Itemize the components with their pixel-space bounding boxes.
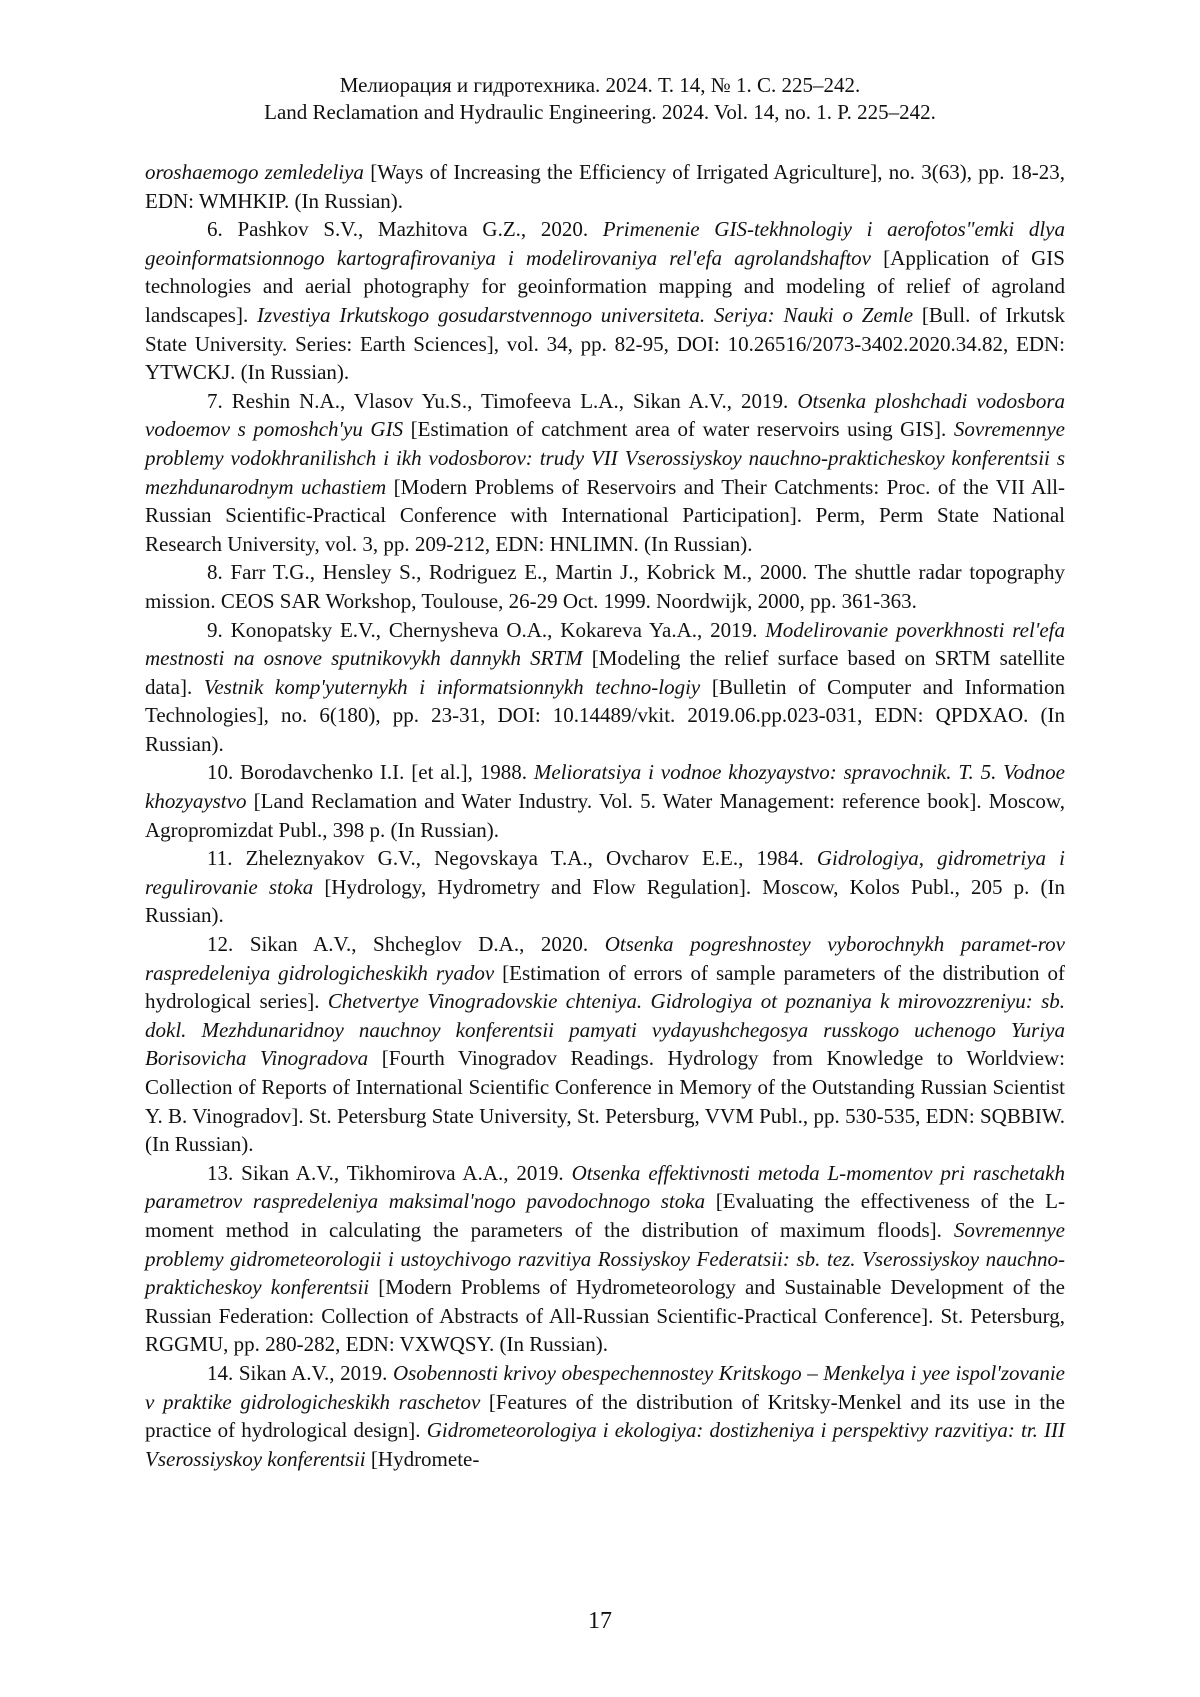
reference-entry — [145, 758, 1065, 844]
reference-title-italic: Otsenka ploshchadi vodosbora vodoemov s pomoshch'yu GIS — [145, 388, 1065, 442]
reference-title-italic: oroshaemogo zemledeliya — [145, 160, 364, 184]
reference-title-italic: Otsenka pogreshnostey vyborochnykh paramet-rov raspredeleniya gidrologicheskikh ryadov — [145, 932, 1065, 985]
reference-text: [Fourth Vinogradov Readings. Hydrology from Knowledge to Worldview: Collection of Reports of International Scientific Conference in Memory of the Outstanding Russian Scientist Y. B. Vinogradov]. St. Petersburg State University, St. Petersburg, VVM Publ., pp. 530-535, EDN: SQBBIW. (In Russian). — [145, 1046, 1065, 1157]
reference-title-italic: Sovremennye problemy gidrometeorologii i ustoychivogo razvitiya Rossiyskoy Federatsii: sb. tez. Vserossiyskoy nauchno-prakticheskoy konferentsii — [145, 1217, 1065, 1300]
reference-text: 10. Borodavchenko I.I. [et al.], 1988. — [207, 760, 534, 785]
reference-entry — [145, 1159, 1065, 1359]
reference-entry — [145, 558, 1065, 615]
header-line-russian: Мелиорация и гидротехника. 2024. Т. 14, № 1. С. 225–242. — [339, 73, 861, 97]
reference-title-italic: Modelirovanie poverkhnosti rel'efa mestnosti na osnove sputnikovykh dannykh SRTM — [145, 617, 1065, 671]
reference-text: [Estimation of catchment area of water reservoirs using GIS]. — [403, 417, 954, 442]
reference-title-italic: Melioratsiya i vodnoe khozyaystvo: spravochnik. T. 5. Vodnoe khozyaystvo — [145, 760, 1065, 814]
reference-entry — [145, 158, 1065, 215]
reference-title-italic: Otsenka effektivnosti metoda L-momentov pri raschetakh parametrov raspredeleniya maksimal'nogo pavodochnogo stoka — [145, 1160, 1066, 1214]
reference-text: [Modern Problems of Hydrometeorology and Sustainable Development of the Russian Federation: Collection of Abstracts of All-Russian Scientific-Practical Conference]. St. Petersburg, RGGMU, pp. 280-282, EDN: VXWQSY. (In Russian). — [145, 1275, 1065, 1357]
reference-title-italic: Izvestiya Irkutskogo gosudarstvennogo universiteta. Seriya: Nauki o Zemle — [257, 302, 914, 327]
reference-text: 14. Sikan A.V., 2019. — [207, 1360, 393, 1385]
reference-text: [Bull. of Irkutsk State University. Series: Earth Sciences], vol. 34, pp. 82-95, DOI: 10.26516/2073-3402.2020.34.82, EDN: YTWCKJ. (In Russian). — [145, 302, 1065, 385]
reference-text: [Hydrology, Hydrometry and Flow Regulation]. Moscow, Kolos Publ., 205 p. (In Russian). — [145, 874, 1065, 928]
reference-entry — [145, 930, 1065, 1159]
reference-text: 11. Zheleznyakov G.V., Negovskaya T.A., Ovcharov E.E., 1984. — [207, 846, 817, 871]
reference-entry — [145, 1359, 1065, 1473]
reference-text: 7. Reshin N.A., Vlasov Yu.S., Timofeeva L.A., Sikan A.V., 2019. — [207, 388, 798, 413]
reference-text: [Hydromete- — [365, 1446, 480, 1471]
reference-text: [Features of the distribution of Kritsky-Menkel and its use in the practice of hydrological design]. — [145, 1389, 1066, 1443]
reference-text: [Estimation of errors of sample parameters of the distribution of hydrological series]. — [145, 960, 1065, 1014]
reference-title-italic: Chetvertye Vinogradovskie chteniya. Gidrologiya ot poznaniya k mirovozzreniyu: sb. dokl. Mezhdunaridnoy nauchnoy konferentsii pamyati vydayushchegosya russkogo uchenogo Yuriya Borisovicha Vinogradova — [145, 989, 1065, 1071]
reference-text: 8. Farr T.G., Hensley S., Rodriguez E., Martin J., Kobrick M., 2000. The shuttle radar topography mission. CEOS SAR Workshop, Toulouse, 26-29 Oct. 1999. Noordwijk, 2000, pp. 361-363. — [145, 560, 1065, 613]
reference-title-italic: Vestnik komp'yuternykh i informatsionnykh techno-logiy — [203, 674, 701, 699]
reference-text: 6. Pashkov S.V., Mazhitova G.Z., 2020. — [207, 217, 603, 242]
reference-entry — [145, 215, 1065, 387]
reference-entry — [145, 844, 1065, 930]
reference-text: [Land Reclamation and Water Industry. Vol. 5. Water Management: reference book]. Moscow, Agropromizdat Publ., 398 p. (In Russian). — [145, 789, 1065, 842]
reference-title-italic: Gidrometeorologiya i ekologiya: dostizheniya i perspektivy razvitiya: tr. III Vserossiyskoy konferentsii — [145, 1418, 1065, 1471]
header-line-english: Land Reclamation and Hydraulic Engineering. 2024. Vol. 14, no. 1. P. 225–242. — [264, 100, 936, 124]
reference-text: 13. Sikan A.V., Tikhomirova A.A., 2019. — [207, 1160, 572, 1185]
page-number: 17 — [588, 1608, 612, 1634]
reference-list — [145, 158, 1065, 1473]
reference-entry — [145, 616, 1065, 759]
reference-title-italic: Osobennosti krivoy obespechennostey Kritskogo – Menkelya i yee ispol'zovanie v praktike gidrologicheskikh raschetov — [145, 1360, 1065, 1414]
reference-text: [Modeling the relief surface based on SRTM satellite data]. — [145, 646, 1065, 699]
reference-text: [Ways of Increasing the Efficiency of Irrigated Agriculture], no. 3(63), pp. 18-23, EDN: WMHKIP. (In Russian). — [145, 160, 1065, 213]
reference-text: 12. Sikan A.V., Shcheglov D.A., 2020. — [207, 932, 605, 957]
reference-title-italic: Gidrologiya, gidrometriya i regulirovanie stoka — [145, 846, 1065, 899]
reference-text: [Bulletin of Computer and Information Technologies], no. 6(180), pp. 23-31, DOI: 10.14489/vkit. 2019.06.pp.023-031, EDN: QPDXAO. (In Russian). — [145, 674, 1065, 756]
reference-title-italic: Sovremennye problemy vodokhranilishch i ikh vodosborov: trudy VII Vserossiyskoy nauchno-prakticheskoy konferentsii s mezhdunarodnym uchastiem — [145, 417, 1065, 499]
reference-entry — [145, 387, 1065, 559]
reference-title-italic: Primenenie GIS-tekhnologiy i aerofotos"emki dlya geoinformatsionnogo kartografirovaniya i modelirovaniya rel'efa agrolandshaftov — [145, 217, 1066, 270]
reference-text: [Application of GIS technologies and aerial photography for geoinformation mapping and modeling of relief of agroland landscapes]. — [145, 245, 1065, 327]
reference-text: 9. Konopatsky E.V., Chernysheva O.A., Kokareva Ya.A., 2019. — [207, 617, 766, 642]
reference-text: [Modern Problems of Reservoirs and Their Catchments: Proc. of the VII All-Russian Scientific-Practical Conference with International Participation]. Perm, Perm State National Research University, vol. 3, pp. 209-212, EDN: HNLIMN. (In Russian). — [145, 474, 1065, 556]
reference-text: [Evaluating the effectiveness of the L-moment method in calculating the parameters of the distribution of maximum floods]. — [145, 1189, 1065, 1242]
running-header — [0, 72, 1200, 126]
